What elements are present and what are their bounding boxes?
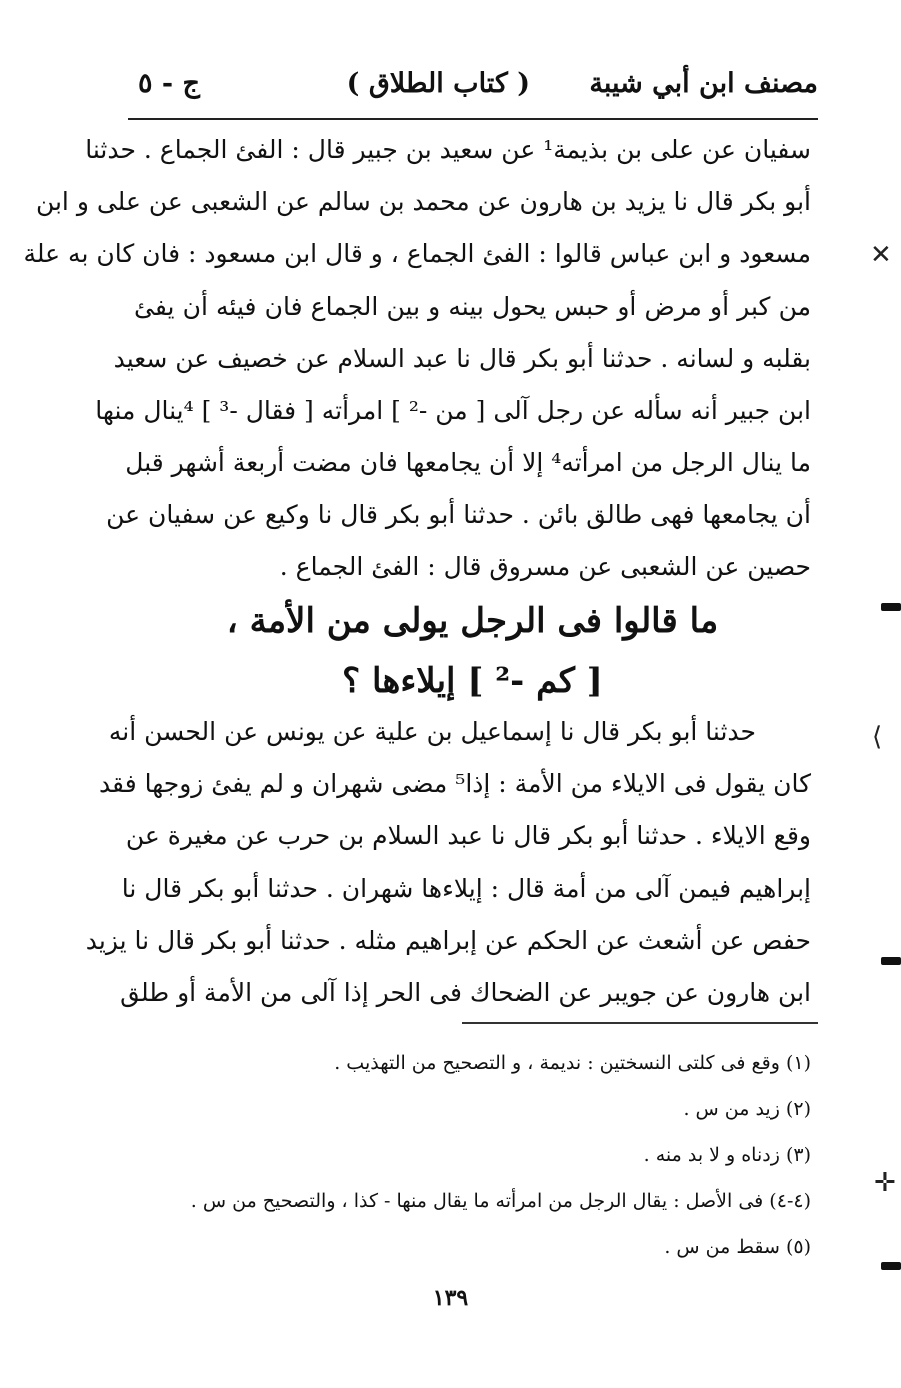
text-line: من كبر أو مرض أو حبس يحول بينه و بين الجماع فان فيئه أن يفئ (134, 292, 811, 321)
margin-dash-mark (881, 957, 901, 965)
text-line: كان يقول فى الايلاء من الأمة : إذا⁵ مضى شهران و لم يفئ زوجها فقد (98, 769, 811, 798)
text-line: وقع الايلاء . حدثنا أبو بكر قال نا عبد السلام بن حرب عن مغيرة عن (125, 821, 811, 850)
main-text-block-1 (23, 128, 811, 588)
section-heading: ما قالوا فى الرجل يولى من الأمة ، (226, 601, 719, 641)
section-subheading: [ كم -² ] إيلاءها ؟ (342, 661, 603, 701)
text-line: حفص عن أشعث عن الحكم عن إبراهيم مثله . حدثنا أبو بكر قال نا يزيد (85, 926, 811, 955)
text-line: مسعود و ابن عباس قالوا : الفئ الجماع ، و قال ابن مسعود : فان كان به علة (23, 239, 811, 268)
footnote: (١) وقع فى كلتى النسختين : نديمة ، و التصحيح من التهذيب . (334, 1052, 811, 1074)
margin-mark-icon: ⟨ (872, 722, 883, 752)
margin-dash-mark (881, 603, 901, 611)
book-title: مصنف ابن أبي شيبة (589, 68, 818, 99)
margin-mark-icon: ✕ (870, 240, 892, 270)
text-line: أن يجامعها فهى طالق بائن . حدثنا أبو بكر قال نا وكيع عن سفيان عن (106, 500, 811, 529)
footnote: (٢) زيد من س . (683, 1098, 811, 1120)
margin-mark-icon: ✛ (874, 1168, 896, 1198)
footnote-rule (462, 1022, 818, 1024)
text-line: إبراهيم فيمن آلى من أمة قال : إيلاءها شهران . حدثنا أبو بكر قال نا (121, 874, 811, 903)
text-line: ما ينال الرجل من امرأته⁴ إلا أن يجامعها فان مضت أربعة أشهر قبل (125, 448, 811, 477)
page-number: ١٣٩ (432, 1285, 469, 1311)
text-line: سفيان عن على بن بذيمة¹ عن سعيد بن جبير قال : الفئ الجماع . حدثنا (85, 135, 811, 164)
text-line: بقلبه و لسانه . حدثنا أبو بكر قال نا عبد السلام عن خصيف عن سعيد (113, 344, 811, 373)
text-line: ابن جبير أنه سأله عن رجل آلى [ من -² ] امرأته [ فقال -³ ] ⁴ينال منها (95, 396, 811, 425)
running-header (128, 62, 818, 112)
text-line: حصين عن الشعبى عن مسروق قال : الفئ الجماع . (279, 552, 811, 581)
margin-dash-mark (881, 1262, 901, 1270)
footnote: (٤-٤) فى الأصل : يقال الرجل من امرأته ما يقال منها - كذا ، والتصحيح من س . (190, 1190, 811, 1212)
text-line: ابن هارون عن جويبر عن الضحاك فى الحر إذا آلى من الأمة أو طلق (120, 978, 811, 1007)
volume-number: ج - ٥ (138, 68, 200, 99)
text-line: حدثنا أبو بكر قال نا إسماعيل بن علية عن يونس عن الحسن أنه (108, 717, 756, 746)
main-text-block-2 (85, 710, 811, 1030)
header-rule (128, 118, 818, 120)
text-line: أبو بكر قال نا يزيد بن هارون عن محمد بن سالم عن الشعبى عن على و ابن (35, 187, 811, 216)
chapter-title: ( كتاب الطلاق ) (346, 68, 530, 99)
footnote: (٥) سقط من س . (664, 1236, 811, 1258)
footnote: (٣) زدناه و لا بد منه . (643, 1144, 811, 1166)
footnotes (120, 1040, 811, 1270)
